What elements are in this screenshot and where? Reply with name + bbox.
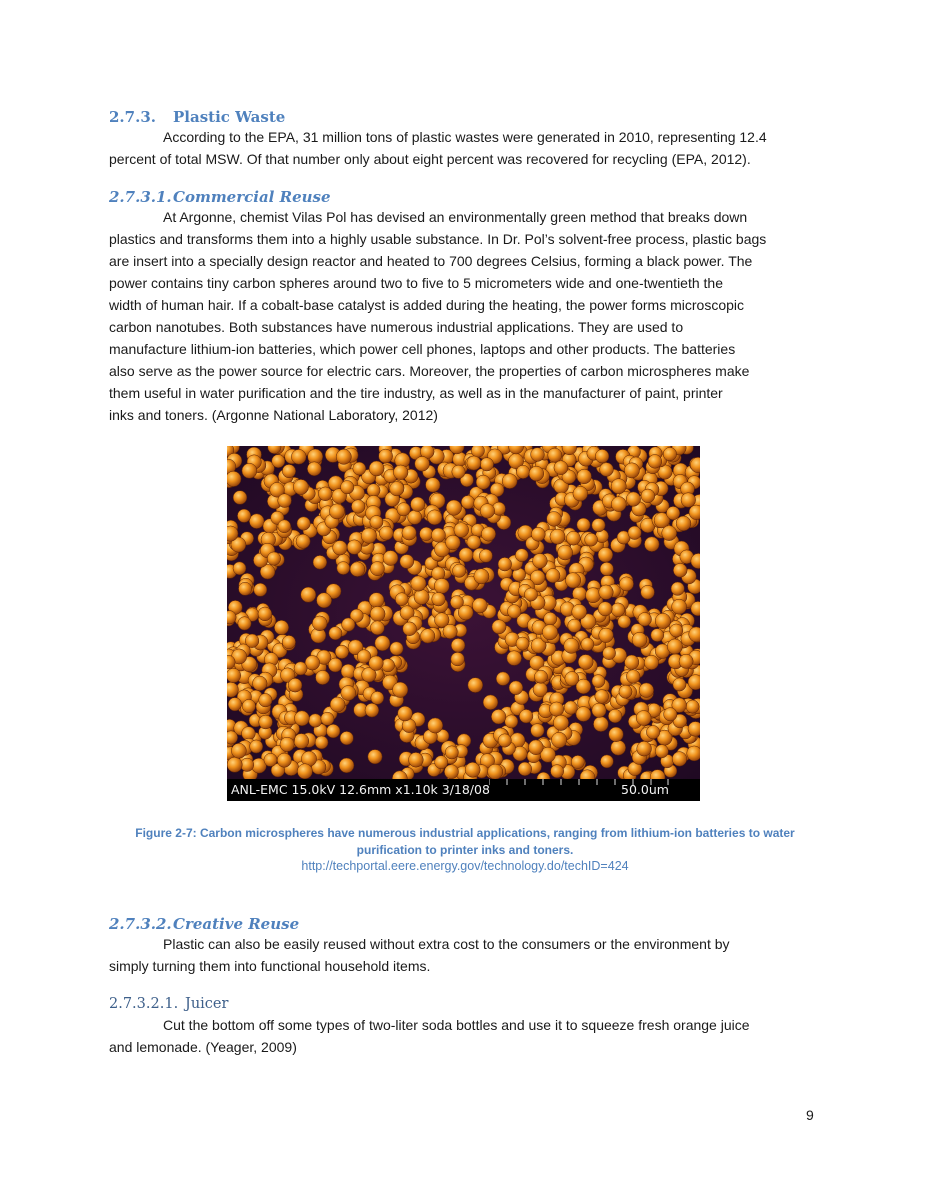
text-line: Cut the bottom off some types of two-liter soda bottles and use it to squeeze fresh orange juice	[163, 1017, 750, 1033]
microsphere	[547, 512, 562, 527]
microsphere	[480, 458, 493, 471]
microsphere	[365, 703, 379, 717]
text-line: are insert into a specially design reactor and heated to 700 degrees Celsius, forming a black power. The	[109, 253, 753, 269]
microsphere	[245, 634, 259, 648]
text-line: According to the EPA, 31 million tons of plastic wastes were generated in 2010, representing 12.4	[163, 129, 767, 145]
microsphere	[533, 682, 547, 696]
text-line: and lemonade. (Yeager, 2009)	[109, 1039, 297, 1055]
microsphere	[566, 531, 580, 545]
microsphere	[468, 678, 483, 693]
microsphere	[673, 563, 687, 577]
microsphere	[350, 562, 365, 577]
microsphere	[238, 617, 251, 630]
microsphere	[666, 506, 679, 519]
microsphere	[599, 628, 614, 643]
section-heading-juicer	[109, 996, 228, 1012]
microsphere	[443, 624, 457, 638]
microsphere	[593, 717, 608, 732]
microsphere	[576, 707, 591, 722]
microsphere	[492, 620, 506, 634]
microsphere	[481, 527, 495, 541]
microsphere	[531, 724, 545, 738]
microsphere	[375, 636, 390, 651]
microsphere	[272, 455, 285, 468]
microsphere	[471, 446, 484, 457]
paragraph-creative-reuse	[109, 933, 821, 977]
microsphere	[664, 708, 677, 721]
microsphere	[340, 731, 353, 744]
microsphere	[639, 683, 654, 698]
microsphere	[434, 578, 449, 593]
microsphere	[655, 613, 670, 628]
microsphere	[341, 481, 354, 494]
microsphere	[336, 449, 351, 464]
microsphere	[507, 605, 521, 619]
microsphere	[603, 647, 616, 660]
microsphere	[565, 573, 580, 588]
microsphere	[427, 510, 442, 525]
microsphere	[307, 462, 321, 476]
microsphere	[688, 722, 700, 737]
microsphere	[551, 732, 566, 747]
microsphere	[632, 632, 647, 647]
microsphere	[390, 642, 403, 655]
section-number: 2.7.3.	[109, 108, 156, 126]
section-title: Plastic Waste	[173, 108, 286, 126]
microsphere	[646, 726, 659, 739]
microsphere	[551, 765, 564, 778]
microsphere	[670, 624, 683, 637]
microsphere	[578, 655, 593, 670]
microsphere	[333, 541, 348, 556]
microsphere	[301, 587, 316, 602]
microsphere	[498, 557, 512, 571]
microsphere	[395, 593, 408, 606]
microsphere	[294, 711, 309, 726]
microsphere	[250, 740, 263, 753]
microsphere	[329, 627, 342, 640]
microsphere	[577, 518, 590, 531]
microsphere	[411, 576, 426, 591]
microsphere	[565, 672, 579, 686]
microsphere	[667, 639, 682, 654]
microsphere	[509, 681, 523, 695]
microsphere	[237, 509, 250, 522]
microsphere	[408, 510, 422, 524]
microsphere	[379, 526, 393, 540]
microsphere	[546, 569, 560, 583]
microsphere	[533, 554, 548, 569]
microsphere	[428, 718, 443, 733]
sem-info-label: ANL-EMC 15.0kV 12.6mm x1.10k 3/18/08	[231, 782, 490, 797]
microsphere	[524, 588, 537, 601]
microsphere	[431, 528, 445, 542]
microsphere	[318, 487, 332, 501]
section-title: Commercial Reuse	[173, 188, 331, 206]
microsphere	[626, 670, 640, 684]
microsphere	[637, 741, 652, 756]
microsphere	[370, 621, 384, 635]
microsphere	[367, 484, 380, 497]
microsphere	[638, 613, 652, 627]
microsphere	[297, 764, 312, 779]
microsphere	[321, 712, 334, 725]
microsphere	[529, 466, 544, 481]
microsphere	[227, 471, 241, 486]
microsphere	[600, 562, 613, 575]
microsphere	[476, 475, 490, 489]
microsphere	[370, 516, 383, 529]
microsphere	[415, 456, 430, 471]
text-line: plastics and transforms them into a highly usable substance. In Dr. Pol’s solvent-free process, plastic bags	[109, 231, 767, 247]
microsphere	[554, 461, 568, 475]
sem-micrograph-image	[227, 446, 700, 801]
microsphere	[453, 564, 466, 577]
microsphere	[467, 535, 481, 549]
microsphere	[326, 724, 340, 738]
microsphere	[259, 715, 273, 729]
microsphere	[351, 500, 365, 514]
microsphere	[571, 755, 584, 768]
microsphere	[644, 537, 659, 552]
microsphere	[280, 737, 294, 751]
microsphere	[309, 714, 322, 727]
microsphere	[488, 764, 503, 779]
caption-line: Figure 2-7: Carbon microspheres have numerous industrial applications, ranging from lithium-ion batteries to water	[135, 826, 795, 840]
microsphere	[655, 745, 668, 758]
microsphere	[233, 491, 247, 505]
microsphere	[451, 638, 465, 652]
text-line: Plastic can also be easily reused without extra cost to the consumers or the environment by	[163, 936, 730, 952]
microsphere	[507, 651, 522, 666]
microsphere	[459, 548, 473, 562]
microsphere	[585, 533, 598, 546]
microsphere	[519, 709, 533, 723]
microsphere	[505, 715, 518, 728]
microsphere	[553, 715, 568, 730]
microsphere	[259, 694, 272, 707]
microsphere	[472, 598, 487, 613]
microsphere	[371, 691, 384, 704]
microsphere	[687, 746, 700, 761]
microsphere	[651, 629, 664, 642]
microsphere	[564, 701, 577, 714]
microsphere	[400, 555, 414, 569]
microsphere	[432, 567, 445, 580]
microsphere	[644, 655, 658, 669]
microsphere	[458, 605, 473, 620]
microsphere	[264, 753, 277, 766]
text-line: manufacture lithium-ion batteries, which power cell phones, laptops and other products. The batteries	[109, 341, 736, 357]
microsphere	[564, 638, 579, 653]
microsphere	[231, 743, 246, 758]
microsphere	[403, 622, 417, 636]
microsphere	[249, 514, 264, 529]
microsphere	[548, 448, 562, 462]
microsphere	[581, 638, 594, 651]
microsphere	[369, 593, 384, 608]
microsphere	[480, 504, 495, 519]
microsphere	[294, 662, 307, 675]
microsphere	[531, 448, 545, 462]
microsphere	[598, 602, 612, 616]
microsphere	[390, 482, 404, 496]
text-line: power contains tiny carbon spheres around two to five to 5 micrometers wide and one-twentieth the	[109, 275, 723, 291]
microsphere	[227, 731, 238, 744]
microsphere	[393, 465, 408, 480]
microsphere	[353, 462, 366, 475]
microsphere	[370, 562, 384, 576]
microsphere	[379, 449, 393, 463]
text-line: At Argonne, chemist Vilas Pol has devised an environmentally green method that breaks down	[163, 209, 748, 225]
section-heading-plastic-waste	[109, 108, 285, 126]
microsphere	[393, 682, 408, 697]
carbon-microspheres-picture	[227, 446, 700, 779]
microsphere	[600, 755, 613, 768]
microsphere	[444, 765, 458, 779]
microsphere	[451, 652, 465, 666]
microsphere	[663, 447, 676, 460]
microsphere	[409, 752, 424, 767]
microsphere	[282, 635, 295, 648]
microsphere	[502, 474, 517, 489]
microsphere	[277, 753, 291, 767]
microsphere	[608, 709, 622, 723]
microsphere	[274, 620, 288, 634]
microsphere	[676, 516, 691, 531]
microsphere	[288, 678, 302, 692]
microsphere	[531, 527, 545, 541]
figure-source-url: http://techportal.eere.energy.gov/technology.do/techID=424	[301, 859, 629, 873]
microsphere	[577, 469, 592, 484]
microsphere	[673, 678, 686, 691]
microsphere	[611, 497, 626, 512]
microsphere	[233, 562, 246, 575]
microsphere	[369, 656, 384, 671]
microsphere	[483, 695, 498, 710]
microsphere	[402, 526, 416, 540]
microsphere	[446, 535, 461, 550]
microsphere	[648, 455, 662, 469]
microsphere	[592, 519, 605, 532]
text-line: percent of total MSW. Of that number only about eight percent was recovered for recycling (EPA, 2012).	[109, 151, 751, 167]
microsphere	[411, 497, 425, 511]
page-number: 9	[806, 1107, 814, 1123]
microsphere	[619, 577, 633, 591]
microsphere	[515, 549, 528, 562]
microsphere	[624, 463, 639, 478]
microsphere	[598, 547, 613, 562]
microsphere	[592, 703, 606, 717]
microsphere	[227, 757, 242, 772]
microsphere	[600, 463, 614, 477]
microsphere	[291, 449, 306, 464]
microsphere	[296, 534, 310, 548]
microsphere	[370, 606, 385, 621]
text-line: width of human hair. If a cobalt-base catalyst is added during the heating, the power forms microscopic	[109, 297, 745, 313]
microsphere	[592, 675, 605, 688]
figure-caption	[120, 825, 810, 859]
microsphere	[432, 592, 446, 606]
microsphere	[383, 551, 398, 566]
microsphere	[467, 456, 481, 470]
microsphere	[446, 500, 461, 515]
microsphere	[313, 555, 327, 569]
microsphere	[568, 619, 581, 632]
microsphere	[550, 529, 565, 544]
microsphere	[278, 494, 292, 508]
microsphere	[414, 589, 429, 604]
text-line: them useful in water purification and the tire industry, as well as in the manufacturer of paint, printer	[109, 385, 723, 401]
microsphere	[498, 734, 511, 747]
microsphere	[491, 709, 506, 724]
microsphere	[227, 668, 241, 682]
microsphere	[258, 607, 272, 621]
microsphere	[242, 463, 257, 478]
microsphere	[315, 736, 328, 749]
microsphere	[549, 702, 563, 716]
microsphere	[474, 569, 489, 584]
microsphere	[317, 593, 332, 608]
microsphere	[242, 699, 255, 712]
microsphere	[586, 588, 601, 603]
section-number: 2.7.3.2.1.	[109, 996, 179, 1012]
microsphere	[454, 523, 469, 538]
section-heading-creative-reuse	[109, 915, 299, 933]
microsphere	[628, 526, 641, 539]
microsphere	[465, 762, 480, 777]
text-line: inks and toners. (Argonne National Laboratory, 2012)	[109, 407, 438, 423]
microsphere	[294, 734, 309, 749]
microsphere	[341, 664, 355, 678]
microsphere	[672, 599, 687, 614]
microsphere	[595, 690, 609, 704]
microsphere	[671, 582, 684, 595]
microsphere	[542, 625, 557, 640]
microsphere	[641, 585, 655, 599]
microsphere	[573, 486, 588, 501]
microsphere	[479, 549, 492, 562]
microsphere	[282, 464, 295, 477]
section-number: 2.7.3.1.	[109, 188, 172, 206]
microsphere	[599, 585, 614, 600]
microsphere	[626, 492, 640, 506]
microsphere	[611, 479, 626, 494]
microsphere	[595, 449, 609, 463]
microsphere	[316, 670, 330, 684]
microsphere	[452, 465, 465, 478]
microsphere	[330, 697, 345, 712]
paragraph-commercial-reuse	[109, 206, 821, 426]
microsphere	[426, 478, 441, 493]
section-heading-commercial-reuse	[109, 188, 331, 206]
microsphere	[398, 706, 413, 721]
microsphere	[681, 493, 696, 508]
microsphere	[420, 527, 433, 540]
microsphere	[544, 612, 557, 625]
microsphere	[341, 686, 356, 701]
text-line: carbon nanotubes. Both substances have numerous industrial applications. They are used to	[109, 319, 684, 335]
microsphere	[253, 676, 268, 691]
microsphere	[297, 517, 310, 530]
microsphere	[516, 465, 529, 478]
microsphere	[335, 645, 348, 658]
microsphere	[572, 604, 587, 619]
section-title: Juicer	[185, 996, 229, 1012]
microsphere	[421, 629, 435, 643]
microsphere	[636, 711, 651, 726]
microsphere	[337, 562, 350, 575]
microsphere	[679, 654, 693, 668]
microsphere	[529, 740, 544, 755]
microsphere	[228, 698, 241, 711]
microsphere	[641, 489, 655, 503]
microsphere	[267, 552, 280, 565]
microsphere	[435, 756, 448, 769]
text-line: also serve as the power source for electric cars. Moreover, the properties of carbon microspheres make	[109, 363, 750, 379]
microsphere	[381, 659, 394, 672]
microsphere	[347, 540, 362, 555]
microsphere	[662, 526, 677, 541]
section-title: Creative Reuse	[173, 915, 300, 933]
microsphere	[534, 670, 547, 683]
scale-length-label: 50.0um	[621, 782, 669, 797]
microsphere	[368, 750, 382, 764]
microsphere	[339, 758, 354, 773]
microsphere	[329, 504, 344, 519]
caption-line: purification to printer inks and toners.	[356, 843, 574, 857]
paragraph-juicer	[109, 1014, 821, 1058]
microsphere	[369, 461, 384, 476]
microsphere	[293, 479, 308, 494]
microsphere	[611, 740, 626, 755]
text-line: simply turning them into functional household items.	[109, 958, 431, 974]
sem-scale-bar	[227, 779, 700, 801]
microsphere	[254, 583, 267, 596]
microsphere	[516, 637, 529, 650]
microsphere	[361, 528, 376, 543]
microsphere	[672, 752, 687, 767]
microsphere	[518, 762, 532, 776]
paragraph-plastic-waste	[109, 126, 821, 170]
section-number: 2.7.3.2.	[109, 915, 172, 933]
microsphere	[445, 746, 458, 759]
microsphere	[618, 615, 631, 628]
microsphere	[609, 727, 624, 742]
microsphere	[611, 603, 625, 617]
microsphere	[342, 618, 355, 631]
microsphere	[619, 685, 632, 698]
microsphere	[312, 616, 327, 631]
microsphere	[278, 520, 291, 533]
microsphere	[496, 672, 510, 686]
microsphere	[558, 545, 573, 560]
microsphere	[686, 700, 699, 713]
microsphere	[239, 582, 252, 595]
